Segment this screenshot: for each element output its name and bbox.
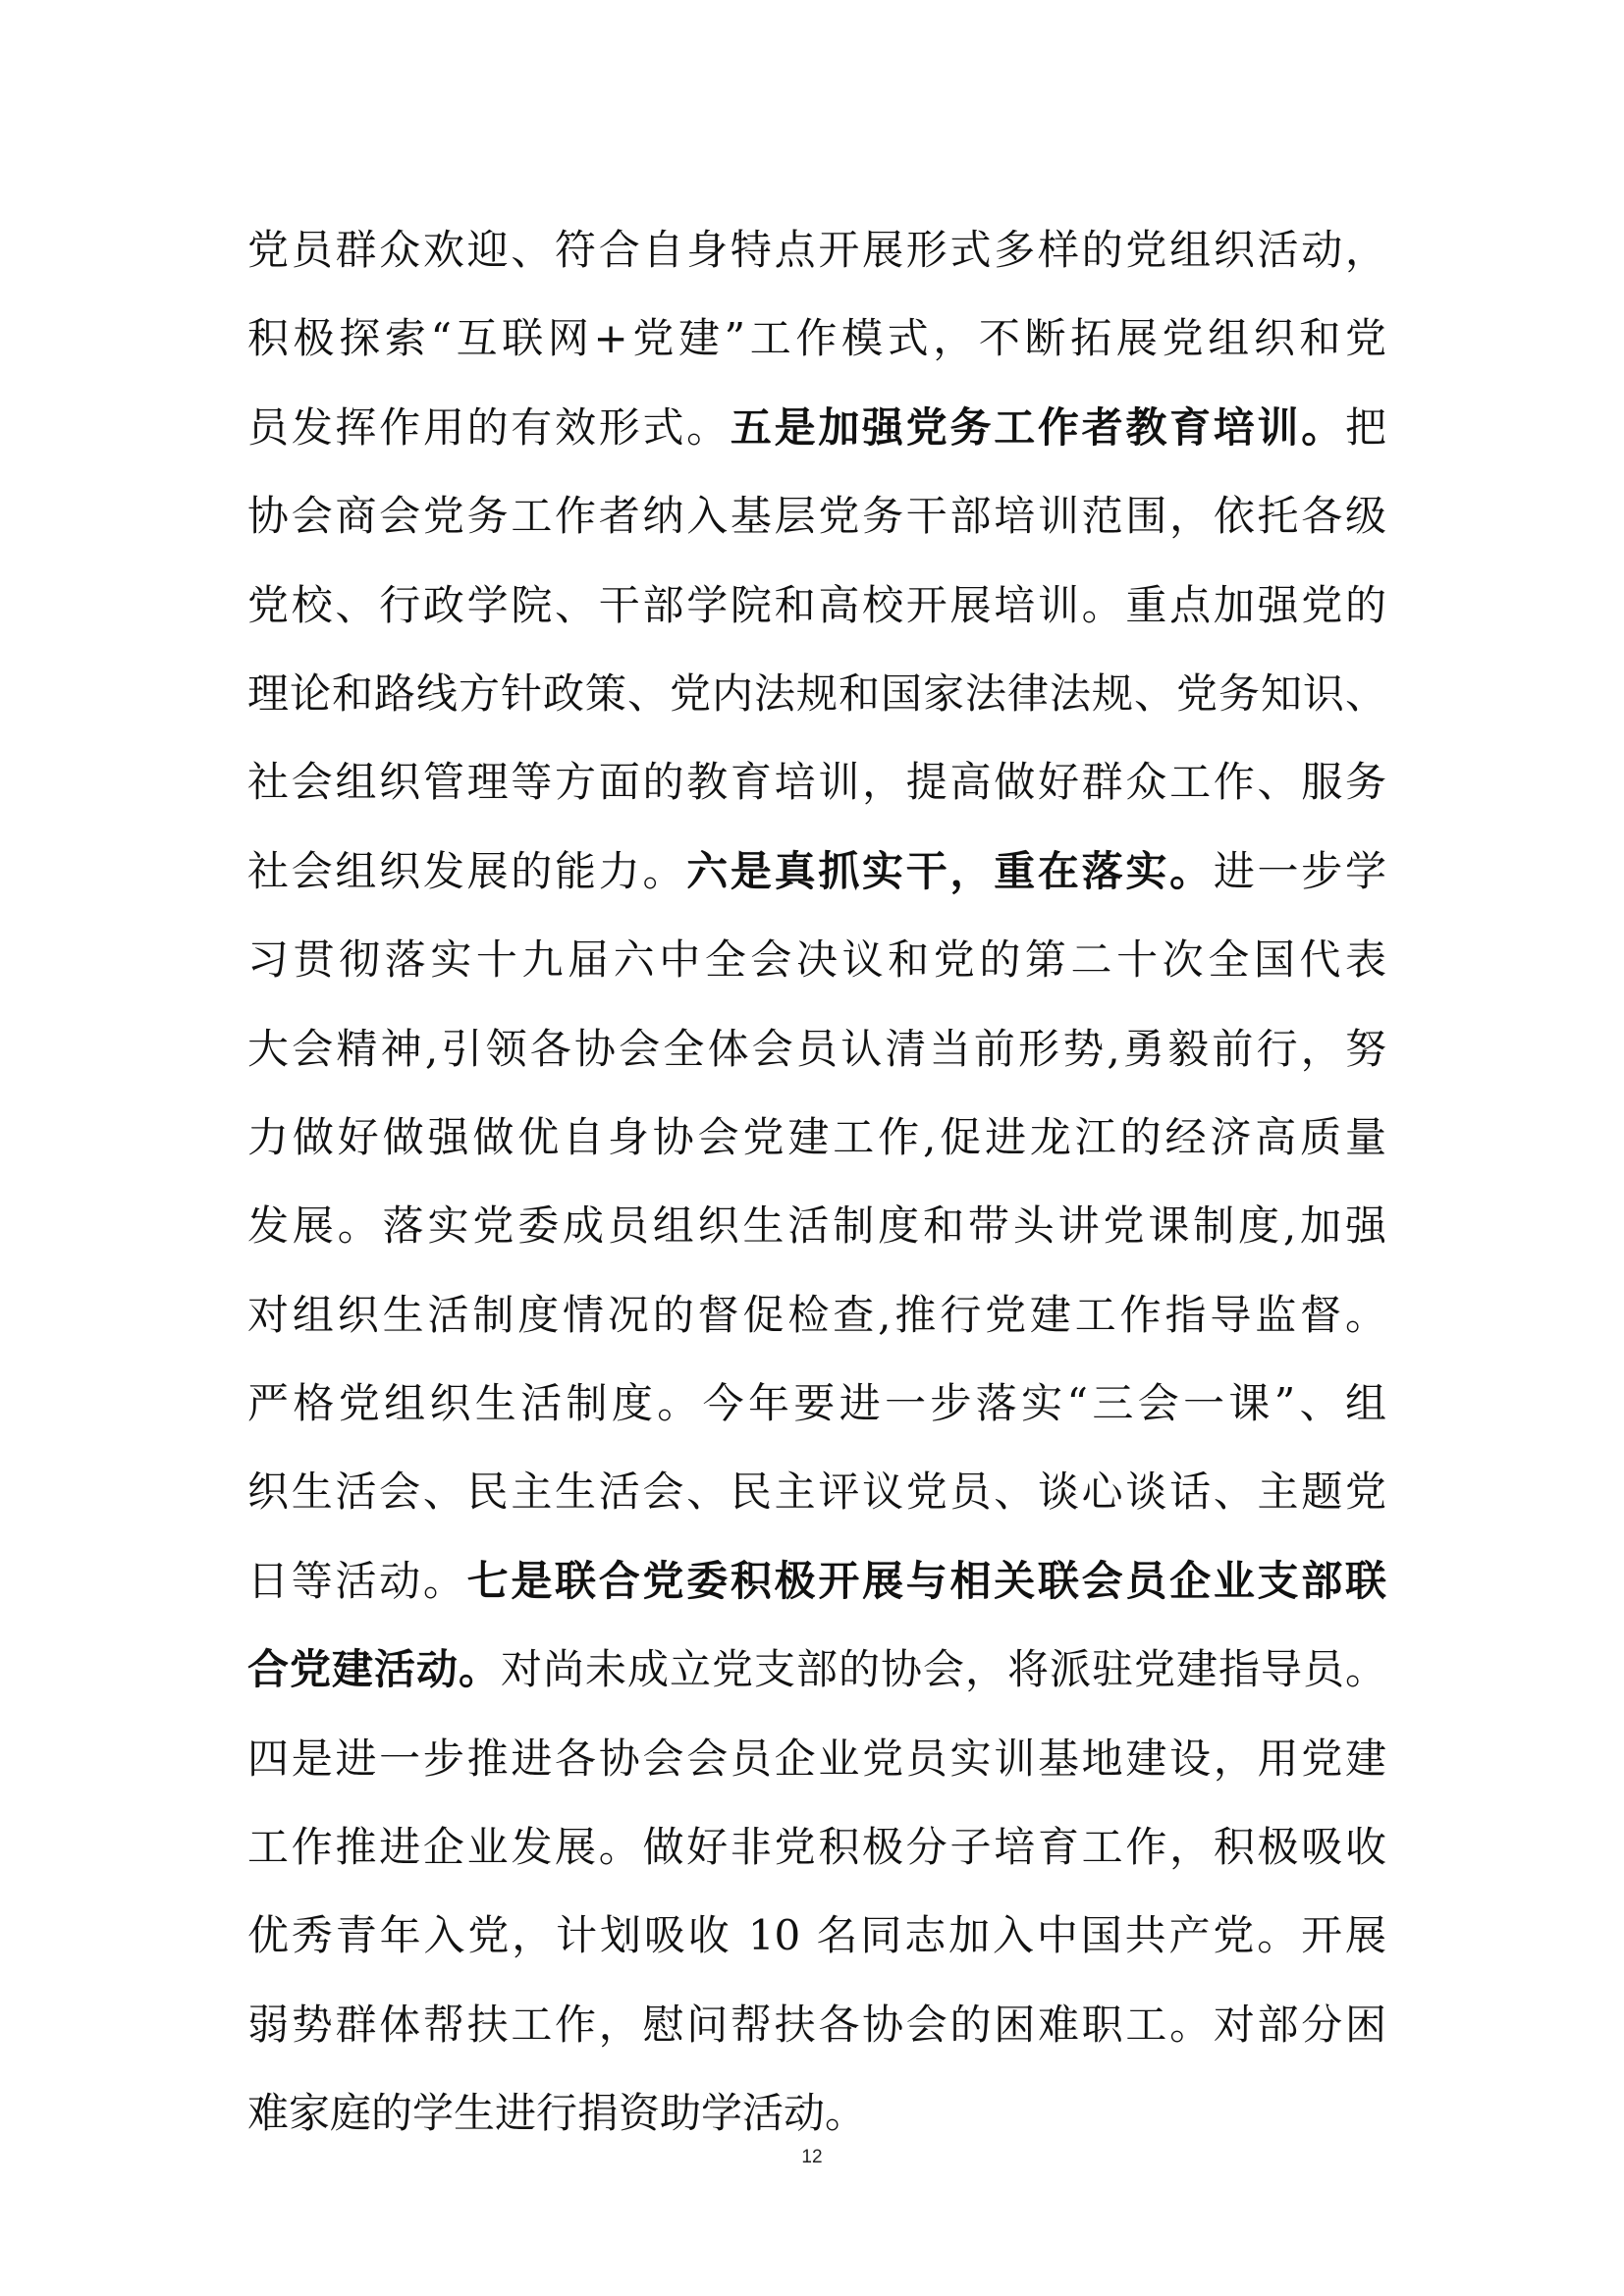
text-line (247, 1803, 1386, 1892)
text-line (247, 1448, 1386, 1536)
text-line (247, 828, 1386, 916)
bold-heading-text: 五是加强党务工作者教育培训。 (730, 402, 1345, 452)
text-line (247, 294, 1386, 383)
text-line (247, 561, 1386, 650)
text-line (247, 1892, 1386, 1980)
body-text-segment: 弱势群体帮扶工作，慰问帮扶各协会的困难职工。对部分困 (247, 2000, 1386, 2049)
body-text-segment: 力做好做强做优自身协会党建工作,促进龙江的经济高质量 (247, 1112, 1386, 1161)
text-line (247, 1271, 1386, 1360)
body-text-segment: 日等活动。 (247, 1556, 467, 1605)
text-line (247, 472, 1386, 561)
text-line (247, 1981, 1386, 2069)
body-text-segment: 发展。落实党委成员组织生活制度和带头讲党课制度,加强 (247, 1201, 1386, 1251)
bold-heading-text: 七是联合党委积极开展与相关联会员企业支部联 (466, 1556, 1386, 1605)
body-text-segment: 理论和路线方针政策、党内法规和国家法律法规、党务知识、 (247, 668, 1386, 718)
body-text-segment: 大会精神,引领各协会全体会员认清当前形势,勇毅前行，努 (247, 1024, 1386, 1073)
bold-heading-text: 合党建活动。 (247, 1645, 501, 1694)
body-text-segment: 社会组织发展的能力。 (247, 846, 687, 895)
text-line (247, 2069, 1386, 2158)
text-line (247, 1626, 1386, 1714)
body-text-segment: 协会商会党务工作者纳入基层党务干部培训范围，依托各级 (247, 492, 1386, 541)
body-text-segment: 对尚未成立党支部的协会，将派驻党建指导员。 (501, 1645, 1386, 1694)
body-text-segment: 对组织生活制度情况的督促检查,推行党建工作指导监督。 (247, 1290, 1386, 1339)
text-line (247, 1094, 1386, 1182)
text-line (247, 384, 1386, 472)
body-text-segment: 员发挥作用的有效形式。 (247, 402, 731, 452)
text-line (247, 1182, 1386, 1270)
text-line (247, 1537, 1386, 1626)
body-text (247, 206, 1386, 2159)
text-line (247, 738, 1386, 827)
text-line (247, 1715, 1386, 1803)
body-text-segment: 四是进一步推进各协会会员企业党员实训基地建设，用党建 (247, 1734, 1386, 1783)
body-text-segment: 优秀青年入党，计划吸收 10 名同志加入中国共产党。开展 (247, 1911, 1386, 1960)
body-text-segment: 积极探索“互联网+党建”工作模式，不断拓展党组织和党 (247, 314, 1386, 363)
body-text-segment: 党校、行政学院、干部学院和高校开展培训。重点加强党的 (247, 580, 1386, 629)
text-line (247, 206, 1386, 294)
body-text-segment: 把 (1344, 402, 1386, 452)
bold-heading-text: 六是真抓实干，重在落实。 (686, 846, 1214, 895)
text-line (247, 916, 1386, 1004)
body-text-segment: 社会组织管理等方面的教育培训，提高做好群众工作、服务 (247, 758, 1386, 807)
text-line (247, 650, 1386, 738)
body-text-segment: 难家庭的学生进行捐资助学活动。 (247, 2089, 867, 2138)
body-text-segment: 织生活会、民主生活会、民主评议党员、谈心谈话、主题党 (247, 1468, 1386, 1517)
page-number: 12 (801, 2147, 823, 2167)
text-line (247, 1005, 1386, 1094)
body-text-segment: 党员群众欢迎、符合自身特点开展形式多样的党组织活动， (247, 226, 1386, 274)
body-text-segment: 进一步学 (1213, 846, 1386, 895)
body-text-segment: 习贯彻落实十九届六中全会决议和党的第二十次全国代表 (247, 935, 1386, 985)
body-text-segment: 严格党组织生活制度。今年要进一步落实“三会一课”、组 (247, 1379, 1386, 1428)
body-text-segment: 工作推进企业发展。做好非党积极分子培育工作，积极吸收 (247, 1823, 1386, 1872)
text-line (247, 1360, 1386, 1448)
